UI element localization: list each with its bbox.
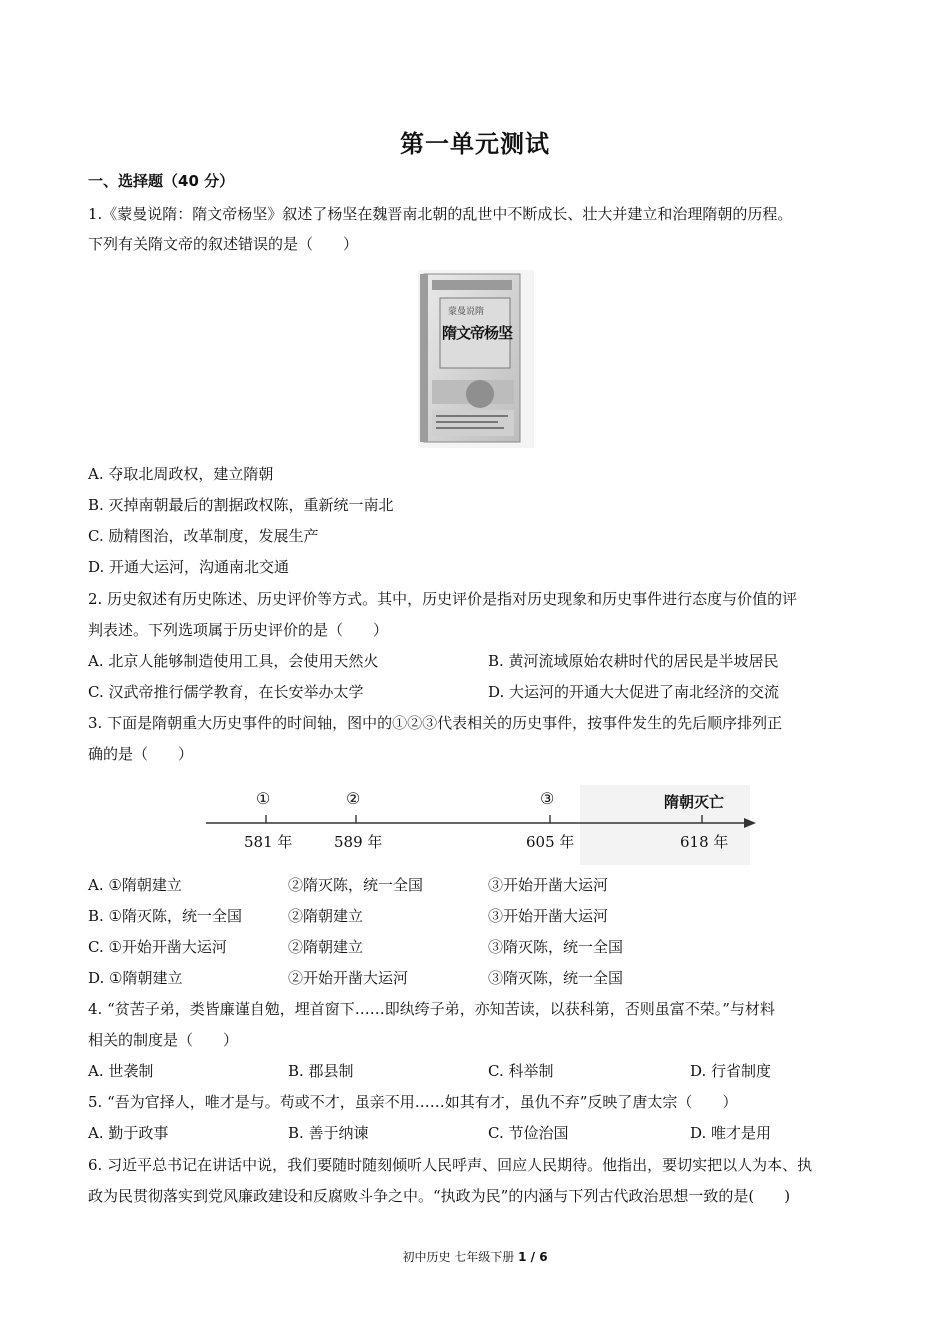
q1-option-a: A. 夺取北周政权，建立隋朝 (88, 465, 274, 483)
q3-option-c-3: ③隋灭陈，统一全国 (488, 938, 624, 956)
timeline-figure (200, 775, 760, 865)
q6-stem-line2: 政为民贯彻落实到党风廉政建设和反腐败斗争之中。“执政为民”的内涵与下列古代政治思想一致的是( ) (88, 1187, 791, 1205)
timeline-marker-2: ② (346, 789, 361, 808)
q4-stem-line2: 相关的制度是（ ） (88, 1031, 239, 1049)
timeline-marker-end: 隋朝灭亡 (664, 793, 725, 811)
q4-option-d: D. 行省制度 (690, 1062, 772, 1080)
book-cover-drawing (418, 270, 534, 448)
timeline-marker-3: ③ (540, 789, 555, 808)
q3-option-d-2: ②开始开凿大运河 (288, 969, 409, 987)
q3-stem-line2: 确的是（ ） (88, 745, 194, 763)
q2-option-d: D. 大运河的开通大大促进了南北经济的交流 (488, 683, 780, 701)
q3-stem-line1: 3. 下面是隋朝重大历史事件的时间轴，图中的①②③代表相关的历史事件，按事件发生的先后顺序排列正 (88, 714, 783, 732)
q2-option-b: B. 黄河流域原始农耕时代的居民是半坡居民 (488, 652, 779, 670)
timeline-year-605: 605 年 (526, 833, 575, 851)
q3-option-a-1: A. ①隋朝建立 (88, 876, 182, 894)
q1-stem-line2: 下列有关隋文帝的叙述错误的是（ ） (88, 235, 359, 253)
q3-option-d-1: D. ①隋朝建立 (88, 969, 183, 987)
q4-option-c: C. 科举制 (488, 1062, 554, 1080)
q2-option-c: C. 汉武帝推行儒学教育，在长安举办太学 (88, 683, 364, 701)
q1-option-c: C. 励精图治，改革制度，发展生产 (88, 527, 319, 545)
q1-option-b: B. 灭掉南朝最后的割据政权陈，重新统一南北 (88, 496, 394, 514)
timeline-marker-1: ① (256, 789, 271, 808)
q5-option-a: A. 勤于政事 (88, 1124, 169, 1142)
q3-option-a-2: ②隋灭陈，统一全国 (288, 876, 424, 894)
q2-stem-line2: 判表述。下列选项属于历史评价的是（ ） (88, 621, 389, 639)
q3-option-b-1: B. ①隋灭陈，统一全国 (88, 907, 243, 925)
q3-option-b-2: ②隋朝建立 (288, 907, 364, 925)
q3-option-b-3: ③开始开凿大运河 (488, 907, 609, 925)
q3-option-a-3: ③开始开凿大运河 (488, 876, 609, 894)
page-title: 第一单元测试 (400, 129, 550, 158)
q5-stem-line1: 5. “吾为官择人，唯才是与。苟或不才，虽亲不用……如其有才，虽仇不弃”反映了唐太宗（ ） (88, 1093, 738, 1111)
book-cover-image (418, 270, 534, 448)
book-series-text: 蒙曼说隋 (448, 307, 485, 317)
q3-option-c-2: ②隋朝建立 (288, 938, 364, 956)
q3-option-d-3: ③隋灭陈，统一全国 (488, 969, 624, 987)
q5-option-b: B. 善于纳谏 (288, 1124, 369, 1142)
q6-stem-line1: 6. 习近平总书记在讲话中说，我们要随时随刻倾听人民呼声、回应人民期待。他指出，要切实把以人为本、执 (88, 1156, 813, 1174)
timeline-year-589: 589 年 (334, 833, 383, 851)
book-title-text: 隋文帝杨坚 (442, 324, 513, 342)
q1-option-d: D. 开通大运河，沟通南北交通 (88, 558, 290, 576)
section-heading: 一、选择题（40 分） (88, 172, 235, 190)
q1-stem-line1: 1.《蒙曼说隋：隋文帝杨坚》叙述了杨坚在魏晋南北朝的乱世中不断成长、壮大并建立和治理隋朝的历程。 (88, 205, 793, 223)
footer-course-text: 初中历史 七年级下册 (402, 1250, 515, 1264)
page-number: 1 / 6 (518, 1250, 548, 1264)
page-footer (0, 1248, 950, 1265)
timeline-year-618: 618 年 (680, 833, 729, 851)
timeline-year-581: 581 年 (244, 833, 293, 851)
q3-option-c-1: C. ①开始开凿大运河 (88, 938, 227, 956)
q2-stem-line1: 2. 历史叙述有历史陈述、历史评价等方式。其中，历史评价是指对历史现象和历史事件进行态度与价值的评 (88, 590, 798, 608)
q4-option-a: A. 世袭制 (88, 1062, 154, 1080)
q2-option-a: A. 北京人能够制造使用工具，会使用天然火 (88, 652, 379, 670)
q4-stem-line1: 4. “贫苦子弟，类皆廉谨自勉，埋首窗下……即纨绔子弟，亦知苦读，以获科第，否则虽富不荣。”与材料 (88, 1000, 775, 1018)
q5-option-c: C. 节俭治国 (488, 1124, 569, 1142)
q4-option-b: B. 郡县制 (288, 1062, 354, 1080)
q5-option-d: D. 唯才是用 (690, 1124, 772, 1142)
